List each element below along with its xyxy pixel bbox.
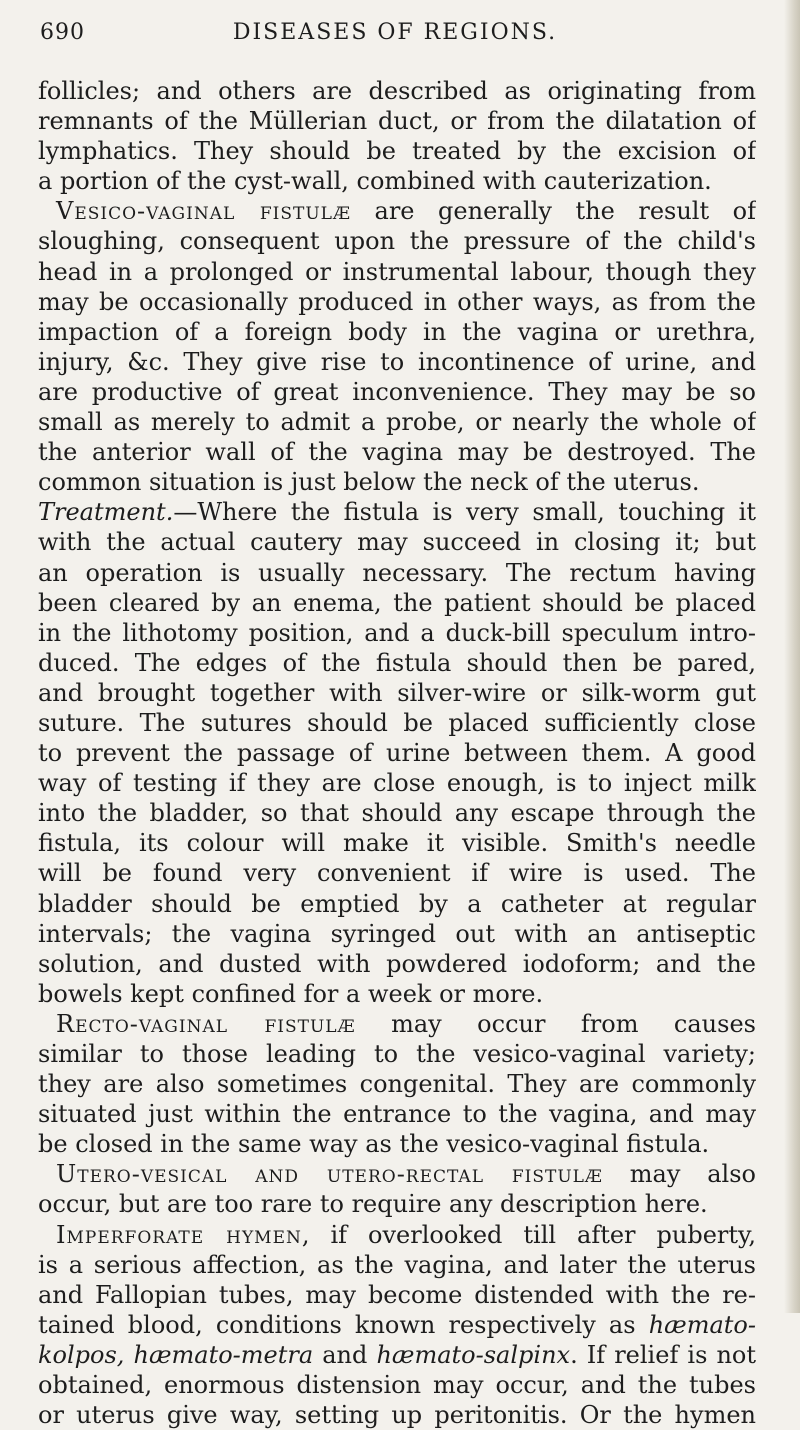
text-line	[38, 979, 756, 1009]
text-run: is a serious affection, as the vagina, and later the uterus	[38, 1250, 756, 1279]
text-line	[38, 467, 756, 497]
text-run: situated just within the entrance to the vagina, and may	[38, 1100, 756, 1129]
text-line	[38, 678, 756, 708]
text-run: way of testing if they are close enough, is to inject milk	[38, 769, 756, 798]
text-run: solution, and dusted with powdered iodoform; and the	[38, 949, 756, 978]
running-header	[40, 20, 750, 54]
text-line	[38, 1099, 756, 1129]
text-line	[38, 1370, 756, 1400]
text-run: with the actual cautery may succeed in closing it; but	[38, 528, 756, 557]
text-run: fistula, its colour will make it visible. Smith's needle	[38, 829, 756, 858]
text-line	[38, 738, 756, 768]
text-line	[38, 618, 756, 648]
text-line	[38, 708, 756, 738]
text-line	[38, 1129, 756, 1159]
text-run: the anterior wall of the vagina may be destroyed. The	[38, 438, 756, 467]
text-run: intervals; the vagina syringed out with an antiseptic	[38, 919, 756, 948]
text-line	[38, 949, 756, 979]
text-run: , if overlooked till after puberty,	[301, 1220, 756, 1249]
text-run: in the lithotomy position, and a duck-bill speculum intro-	[38, 618, 756, 647]
text-line	[38, 889, 756, 919]
text-line	[38, 377, 756, 407]
text-run: will be found very convenient if wire is used. The	[38, 859, 756, 888]
text-run: —Where the fistula is very small, touching it	[173, 498, 756, 527]
text-line	[38, 919, 756, 949]
text-run: and brought together with silver-wire or silk-worm gut	[38, 678, 756, 707]
page-number: 690	[40, 20, 85, 45]
text-run: and Fallopian tubes, may become distended with the re-	[38, 1280, 756, 1309]
text-line	[38, 1250, 756, 1280]
italic-text: kolpos, hæmato-metra	[38, 1340, 314, 1369]
text-run: been cleared by an enema, the patient should be placed	[38, 588, 756, 617]
text-line	[38, 76, 756, 106]
italic-text: hæmato-salpinx	[376, 1340, 571, 1369]
text-line	[38, 226, 756, 256]
text-run: they are also sometimes congenital. They are commonly	[38, 1070, 756, 1099]
text-line	[38, 558, 756, 588]
section-heading: Recto-vaginal fistulæ	[56, 1009, 356, 1038]
text-run: remnants of the Müllerian duct, or from the dilatation of	[38, 107, 756, 136]
running-title: DISEASES OF REGIONS.	[232, 20, 558, 45]
text-line	[38, 828, 756, 858]
text-run: bowels kept confined for a week or more.	[38, 979, 544, 1008]
text-line	[38, 798, 756, 828]
italic-text: Treatment.	[38, 498, 174, 527]
text-run: tained blood, conditions known respectively as	[38, 1310, 649, 1339]
text-run: and	[313, 1340, 377, 1369]
text-run: may also	[602, 1160, 756, 1189]
text-run: may be occasionally produced in other ways, as from the	[38, 287, 756, 316]
text-run: a portion of the cyst-wall, combined with cauterization.	[38, 167, 712, 196]
text-run: small as merely to admit a probe, or nearly the whole of	[38, 408, 756, 437]
text-line	[38, 1039, 756, 1069]
text-run: into the bladder, so that should any escape through the	[38, 799, 756, 828]
text-line	[38, 858, 756, 888]
text-line	[38, 1220, 756, 1250]
section-heading: Imperforate hymen	[56, 1220, 302, 1249]
text-run: duced. The edges of the fistula should then be pared,	[38, 648, 756, 677]
body-text	[38, 76, 756, 1430]
text-run: be closed in the same way as the vesico-vaginal fistula.	[38, 1130, 710, 1159]
italic-text: hæmato-	[648, 1310, 756, 1339]
text-line	[38, 1280, 756, 1310]
page-edge	[784, 0, 800, 1313]
text-line	[38, 257, 756, 287]
text-line	[38, 1069, 756, 1099]
section-heading: Vesico-vaginal fistulæ	[56, 197, 351, 226]
text-line	[38, 1400, 756, 1430]
text-line	[38, 407, 756, 437]
text-line	[38, 136, 756, 166]
text-run: similar to those leading to the vesico-vaginal variety;	[38, 1040, 756, 1068]
section-heading: Utero-vesical and utero-rectal fistulæ	[56, 1160, 603, 1189]
text-line	[38, 1009, 756, 1039]
text-line	[38, 437, 756, 467]
text-line	[38, 317, 756, 347]
text-line	[38, 497, 756, 527]
text-line	[38, 527, 756, 557]
text-run: suture. The sutures should be placed sufficiently close	[38, 708, 756, 737]
text-run: lymphatics. They should be treated by the excision of	[38, 137, 756, 166]
text-run: head in a prolonged or instrumental labour, though they	[38, 257, 756, 286]
text-run: an operation is usually necessary. The rectum having	[38, 558, 756, 587]
text-line	[38, 1189, 756, 1219]
text-run: common situation is just below the neck of the uterus.	[38, 468, 700, 497]
text-run: sloughing, consequent upon the pressure of the child's	[38, 227, 756, 256]
text-line	[38, 106, 756, 136]
text-run: impaction of a foreign body in the vagina or urethra,	[38, 317, 756, 346]
text-line	[38, 166, 756, 196]
text-run: are productive of great inconvenience. They may be so	[38, 377, 756, 406]
text-line	[38, 768, 756, 798]
text-line	[38, 196, 756, 226]
text-run: are generally the result of	[350, 197, 756, 226]
text-run: bladder should be emptied by a catheter at regular	[38, 889, 756, 918]
text-line	[38, 1310, 756, 1340]
text-run: follicles; and others are described as originating from	[38, 77, 756, 105]
text-line	[38, 1340, 756, 1370]
text-run: to prevent the passage of urine between them. A good	[38, 739, 756, 768]
text-line	[38, 287, 756, 317]
text-run: or uterus give way, setting up peritonitis. Or the hymen	[38, 1401, 756, 1430]
text-run: may occur from causes	[355, 1009, 756, 1038]
text-run: . If relief is not	[570, 1340, 756, 1369]
text-line	[38, 648, 756, 678]
text-run: injury, &c. They give rise to incontinence of urine, and	[38, 347, 756, 376]
text-run: occur, but are too rare to require any description here.	[38, 1190, 708, 1219]
text-run: obtained, enormous distension may occur, and the tubes	[38, 1371, 756, 1400]
text-line	[38, 347, 756, 377]
text-line	[38, 588, 756, 618]
text-line	[38, 1159, 756, 1189]
